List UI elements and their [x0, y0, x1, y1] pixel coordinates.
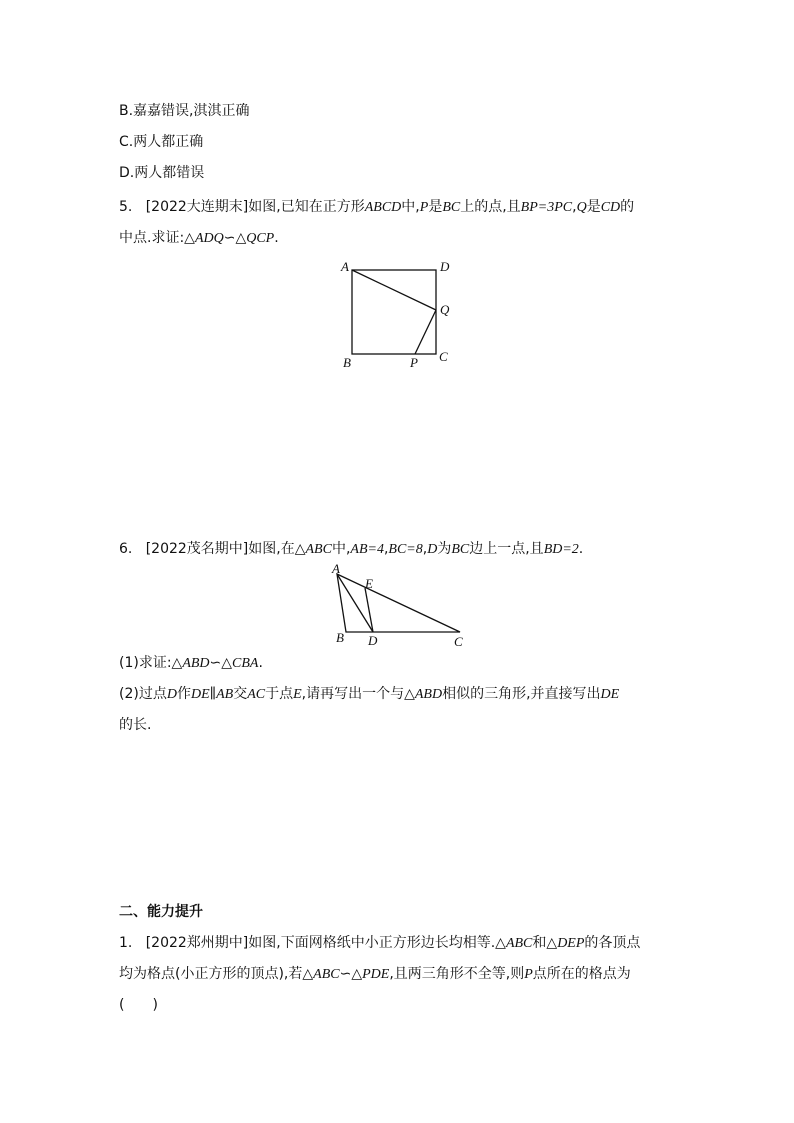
- question-6-part-2-line-2: [119, 715, 151, 735]
- square-abcd: [352, 270, 436, 354]
- option-c: C.两人都正确: [119, 134, 204, 150]
- math-term: P: [524, 967, 533, 982]
- math-term: DE∥AB: [190, 687, 234, 702]
- math-term: D: [166, 687, 177, 702]
- question-text: 均为格点(小正方形的顶点),若△: [119, 966, 314, 982]
- label-d: D: [440, 259, 450, 274]
- label-q: Q: [440, 302, 450, 317]
- triangle-figure: [325, 560, 475, 655]
- question-text: 中,: [401, 199, 420, 215]
- label-a: A: [332, 561, 340, 576]
- segment-qp: [415, 310, 436, 354]
- math-term: DEP: [557, 936, 585, 951]
- math-term: AB=4: [350, 542, 384, 557]
- question-text: 如图,下面网格纸中小正方形边长均相等.△: [248, 935, 506, 951]
- question-text: 为: [437, 541, 452, 557]
- question-text: 如图,已知在正方形: [248, 199, 365, 215]
- math-term: ABD: [414, 687, 443, 702]
- label-b: B: [343, 355, 351, 370]
- question-text: ∽△: [209, 655, 233, 671]
- math-term: P: [419, 200, 429, 215]
- question-text: 于点: [265, 686, 294, 702]
- question-text: 作: [176, 686, 191, 702]
- math-term: BD=2: [543, 542, 579, 557]
- question-source: [2022大连期末]: [145, 199, 249, 215]
- question-text: (1)求证:△: [119, 655, 183, 671]
- question-text: ,: [422, 541, 428, 557]
- question-number: 6.: [119, 541, 133, 557]
- question-text: 点所在的格点为: [532, 966, 631, 982]
- question-text: 是: [428, 199, 443, 215]
- question-source: [2022郑州期中]: [145, 935, 249, 951]
- math-term: DE: [600, 687, 620, 702]
- question-text: (2)过点: [119, 686, 167, 702]
- option-b: B.嘉嘉错误,淇淇正确: [119, 103, 250, 119]
- math-term: CBA: [232, 656, 259, 671]
- question-text: ,: [383, 541, 389, 557]
- math-term: D: [427, 542, 438, 557]
- math-term: BC: [442, 200, 461, 215]
- question-text: 上的点,且: [460, 199, 521, 215]
- label-b: B: [336, 630, 344, 645]
- question-text: ∽△: [339, 966, 363, 982]
- math-term: ABC: [305, 542, 332, 557]
- math-term: PDE: [362, 967, 390, 982]
- square-figure: [330, 255, 460, 375]
- math-term: BC: [451, 542, 470, 557]
- question-1-line-1: [119, 933, 640, 954]
- question-text: ,且两三角形不全等,则: [389, 966, 525, 982]
- question-6-part-2-line-1: [119, 684, 619, 705]
- question-text: 的各顶点: [584, 935, 641, 951]
- option-d: D.两人都错误: [119, 165, 205, 181]
- question-text: ,请再写出一个与△: [301, 686, 415, 702]
- question-text: 交: [233, 686, 248, 702]
- math-term: ABC: [505, 936, 533, 951]
- question-text: ,: [572, 199, 577, 215]
- label-d: D: [368, 633, 378, 648]
- question-5-line-2: [119, 228, 279, 249]
- question-text: 中,: [331, 541, 351, 557]
- math-term: Q: [576, 200, 587, 215]
- question-text: 和△: [532, 935, 558, 951]
- question-text: .: [578, 541, 584, 557]
- question-text: .: [258, 655, 263, 671]
- question-text: 的长.: [119, 717, 152, 733]
- question-text: 是: [586, 199, 601, 215]
- question-text: 的: [620, 199, 635, 215]
- question-text: 中点.求证:△: [119, 230, 195, 246]
- math-term: ABD: [182, 656, 210, 671]
- question-text: 如图,在△: [248, 541, 306, 557]
- question-text: 边上一点,且: [469, 541, 544, 557]
- label-p: P: [410, 355, 418, 370]
- math-term: BP=3PC: [520, 200, 573, 215]
- answer-parentheses: ( ): [119, 997, 158, 1013]
- section-heading: 二、能力提升: [119, 904, 203, 920]
- math-term: CD: [600, 200, 621, 215]
- question-6-part-1: [119, 653, 263, 674]
- question-number: 1.: [119, 935, 133, 951]
- label-c: C: [439, 349, 448, 364]
- question-6-line-1: [119, 539, 583, 560]
- label-e: E: [365, 576, 373, 591]
- question-text: .: [274, 230, 279, 246]
- label-a: A: [341, 259, 349, 274]
- math-term: AC: [247, 687, 266, 702]
- question-1-line-2: [119, 964, 631, 985]
- question-text: 相似的三角形,并直接写出: [442, 686, 601, 702]
- math-term: ADQ: [194, 231, 224, 246]
- math-term: QCP: [246, 231, 275, 246]
- segment-aq: [352, 270, 436, 310]
- math-term: ABC: [313, 967, 340, 982]
- question-text: ∽△: [223, 230, 247, 246]
- question-source: [2022茂名期中]: [145, 541, 249, 557]
- math-term: ABCD: [364, 200, 402, 215]
- math-term: BC=8: [388, 542, 423, 557]
- math-term: E: [293, 687, 302, 702]
- question-5-line-1: [119, 197, 634, 218]
- label-c: C: [454, 634, 463, 649]
- question-number: 5.: [119, 199, 133, 215]
